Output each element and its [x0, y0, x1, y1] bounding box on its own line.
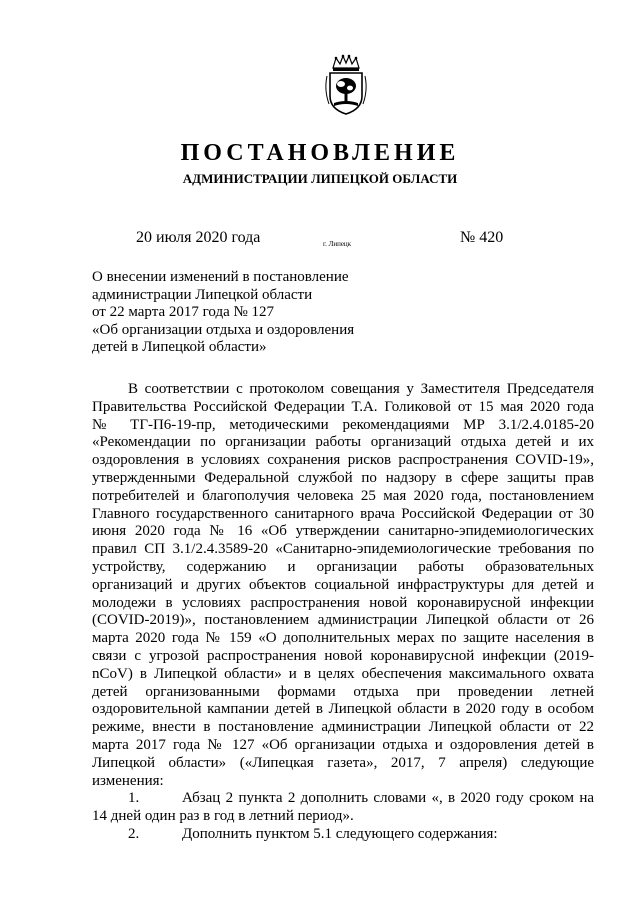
document-subject — [92, 269, 354, 357]
paragraph-line: утвержденными Федеральной службой по надзору в сфере защиты прав — [92, 469, 594, 486]
paragraph-line: Липецкой области» («Липецкая газета», 2017, 7 апреля) следующие — [92, 754, 594, 771]
paragraph-line: правил СП 3.1/2.4.3589-20 «Санитарно-эпидемиологические требования по — [92, 541, 594, 558]
paragraph-line: марта 2020 года № 159 «О дополнительных мерах по защите населения в — [92, 630, 594, 647]
paragraph-line: молодежи в условиях распространения новой коронавирусной инфекции — [92, 594, 594, 611]
document-title: ПОСТАНОВЛЕНИЕ — [180, 140, 460, 166]
paragraph-line: связи с угрозой распространения новой коронавирусной инфекции (2019- — [92, 647, 594, 664]
paragraph-line: июня 2020 года № 16 «Об утверждении санитарно-эпидемиологических — [92, 523, 594, 540]
paragraph-line: потребителей и благополучия человека 25 мая 2020 года, постановлением — [92, 487, 594, 504]
subject-line: от 22 марта 2017 года № 127 — [92, 304, 275, 320]
list-item-text: Дополнить пунктом 5.1 следующего содержания: — [182, 825, 498, 842]
paragraph-line: Главного государственного санитарного врача Российской Федерации от 30 — [92, 505, 594, 522]
document-body — [92, 381, 594, 844]
list-item-text: Абзац 2 пункта 2 дополнить словами «, в 2020 году сроком на — [182, 790, 594, 807]
paragraph-line: оздоровления в условиях сохранения рисков распространения COVID-19», — [92, 452, 594, 469]
paragraph-line: организаций и других объектов социальной инфраструктуры для детей и — [92, 576, 594, 593]
document-date: 20 июля 2020 года — [136, 229, 261, 246]
paragraph-line: детей организованными формами отдыха при проведении летней — [92, 683, 594, 700]
subject-line: администрации Липецкой области — [92, 286, 313, 303]
list-item-number: 2. — [128, 825, 140, 842]
paragraph-line: (COVID-2019)», постановлением администрации Липецкой области от 26 — [92, 612, 594, 629]
list-item-1-continuation: 14 дней один раз в год в летний период». — [92, 808, 354, 825]
list-item-number: 1. — [128, 790, 140, 807]
subject-line: «Об организации отдыха и оздоровления — [92, 321, 355, 338]
paragraph-line: В соответствии с протоколом совещания у Заместителя Председателя — [128, 381, 594, 397]
paragraph-line: устройству, содержанию и организации работы образовательных — [92, 558, 594, 575]
document-city: г. Липецк — [323, 240, 352, 248]
paragraph-line: марта 2017 года № 127 «Об организации отдыха и оздоровления детей в — [92, 736, 594, 753]
paragraph-line: оздоровительной кампании детей в Липецкой области в 2020 году в особом — [92, 701, 594, 718]
document-issuer: АДМИНИСТРАЦИИ ЛИПЕЦКОЙ ОБЛАСТИ — [182, 171, 458, 186]
subject-line: детей в Липецкой области» — [92, 339, 267, 355]
subject-line: О внесении изменений в постановление — [92, 269, 349, 285]
paragraph-line: nCoV) в Липецкой области» и в целях обеспечения максимального охвата — [92, 665, 594, 682]
list-item-2 — [92, 826, 594, 844]
paragraph-line: «Рекомендации по организации работы организаций отдыха детей и их — [92, 434, 594, 451]
paragraph-line: Правительства Российской Федерации Т.А. Голиковой от 15 мая 2020 года — [92, 398, 594, 415]
paragraph-line: изменения: — [92, 772, 164, 789]
paragraph-line: режиме, внести в постановление администрации Липецкой области от 22 — [92, 719, 594, 736]
coat-of-arms-icon — [323, 54, 369, 116]
paragraph-line: № ТГ-П6-19-пр, методическими рекомендациями МР 3.1/2.4.0185-20 — [92, 416, 594, 433]
document-number: № 420 — [460, 229, 504, 246]
list-item-1 — [92, 790, 594, 808]
